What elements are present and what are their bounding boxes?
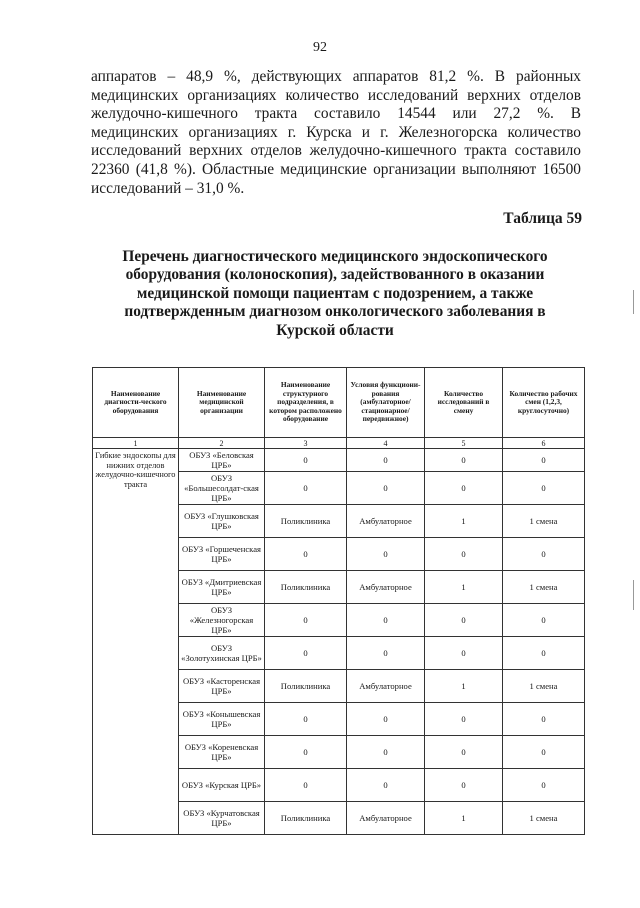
header-cell-equipment: Наименование диагности-ческого оборудования <box>93 368 179 438</box>
equipment-category-cell: Гибкие эндоскопы для нижних отделов желудочно-кишечного тракта <box>93 449 179 835</box>
conditions-cell: 0 <box>347 472 425 505</box>
column-number-row <box>93 438 585 449</box>
organization-cell: ОБУЗ «Железногорская ЦРБ» <box>179 604 265 637</box>
count-cell: 1 <box>425 670 503 703</box>
conditions-cell: 0 <box>347 736 425 769</box>
header-row <box>93 368 585 438</box>
column-number: 3 <box>265 438 347 449</box>
count-cell: 0 <box>425 637 503 670</box>
column-number: 1 <box>93 438 179 449</box>
division-cell: 0 <box>265 472 347 505</box>
table-row <box>93 449 585 472</box>
count-cell: 0 <box>425 769 503 802</box>
count-cell: 0 <box>425 736 503 769</box>
table-label: Таблица 59 <box>503 210 582 227</box>
organization-cell: ОБУЗ «Курская ЦРБ» <box>179 769 265 802</box>
shifts-cell: 1 смена <box>503 505 585 538</box>
conditions-cell: Амбулаторное <box>347 571 425 604</box>
header-cell-conditions: Условия функциони-рования (амбулаторное/ стационарное/ передвижное) <box>347 368 425 438</box>
shifts-cell: 0 <box>503 703 585 736</box>
column-number: 6 <box>503 438 585 449</box>
organization-cell: ОБУЗ «Касторенская ЦРБ» <box>179 670 265 703</box>
header-cell-count: Количество исследований в смену <box>425 368 503 438</box>
table-title: Перечень диагностического медицинского эндоскопического оборудования (колоноскопия), задействованного в оказании медицинской помощи пациентам с подозрением, а также подтвержденным диагнозом онкологического заболевания в Курской области <box>122 248 548 339</box>
conditions-cell: 0 <box>347 637 425 670</box>
count-cell: 0 <box>425 538 503 571</box>
table-container <box>92 367 584 835</box>
page-number: 92 <box>313 40 327 55</box>
division-cell: 0 <box>265 449 347 472</box>
organization-cell: ОБУЗ «Горшеченская ЦРБ» <box>179 538 265 571</box>
division-cell: 0 <box>265 538 347 571</box>
column-number: 2 <box>179 438 265 449</box>
conditions-cell: Амбулаторное <box>347 505 425 538</box>
shifts-cell: 1 смена <box>503 670 585 703</box>
conditions-cell: Амбулаторное <box>347 802 425 835</box>
division-cell: 0 <box>265 604 347 637</box>
shifts-cell: 0 <box>503 736 585 769</box>
header-cell-division: Наименование структурного подразделения, в котором расположено оборудование <box>265 368 347 438</box>
shifts-cell: 0 <box>503 538 585 571</box>
header-cell-organization: Наименование медицинской организации <box>179 368 265 438</box>
conditions-cell: Амбулаторное <box>347 670 425 703</box>
conditions-cell: 0 <box>347 538 425 571</box>
column-number: 5 <box>425 438 503 449</box>
organization-cell: ОБУЗ «Конышевская ЦРБ» <box>179 703 265 736</box>
organization-cell: ОБУЗ «Беловская ЦРБ» <box>179 449 265 472</box>
count-cell: 0 <box>425 703 503 736</box>
shifts-cell: 1 смена <box>503 802 585 835</box>
organization-cell: ОБУЗ «Большесолдат-ская ЦРБ» <box>179 472 265 505</box>
organization-cell: ОБУЗ «Глушковская ЦРБ» <box>179 505 265 538</box>
division-cell: 0 <box>265 736 347 769</box>
division-cell: 0 <box>265 637 347 670</box>
conditions-cell: 0 <box>347 703 425 736</box>
division-cell: Поликлиника <box>265 802 347 835</box>
shifts-cell: 0 <box>503 637 585 670</box>
count-cell: 0 <box>425 449 503 472</box>
organization-cell: ОБУЗ «Золотухинская ЦРБ» <box>179 637 265 670</box>
division-cell: 0 <box>265 769 347 802</box>
count-cell: 1 <box>425 802 503 835</box>
division-cell: Поликлиника <box>265 505 347 538</box>
header-cell-shifts: Количество рабочих смен (1,2,3, круглосуточно) <box>503 368 585 438</box>
count-cell: 1 <box>425 505 503 538</box>
conditions-cell: 0 <box>347 769 425 802</box>
organization-cell: ОБУЗ «Дмитриевская ЦРБ» <box>179 571 265 604</box>
scan-edge-mark <box>633 580 634 610</box>
shifts-cell: 0 <box>503 604 585 637</box>
shifts-cell: 0 <box>503 769 585 802</box>
shifts-cell: 0 <box>503 472 585 505</box>
count-cell: 0 <box>425 472 503 505</box>
division-cell: Поликлиника <box>265 670 347 703</box>
shifts-cell: 1 смена <box>503 571 585 604</box>
shifts-cell: 0 <box>503 449 585 472</box>
organization-cell: ОБУЗ «Кореневская ЦРБ» <box>179 736 265 769</box>
conditions-cell: 0 <box>347 604 425 637</box>
organization-cell: ОБУЗ «Курчатовская ЦРБ» <box>179 802 265 835</box>
body-paragraph: аппаратов – 48,9 %, действующих аппаратов 81,2 %. В районных медицинских организациях количество исследований верхних отделов желудочно-кишечного тракта составило 14544 или 27,2 %. В медицинских организациях г. Курска и г. Железногорска количество исследований верхних отделов желудочно-кишечного тракта составило 22360 (41,8 %). Областные медицинские организации выполняют 16500 исследований – 31,0 %. <box>91 68 581 197</box>
count-cell: 0 <box>425 604 503 637</box>
scan-edge-mark <box>633 290 634 314</box>
count-cell: 1 <box>425 571 503 604</box>
equipment-table <box>92 367 585 835</box>
division-cell: Поликлиника <box>265 571 347 604</box>
conditions-cell: 0 <box>347 449 425 472</box>
division-cell: 0 <box>265 703 347 736</box>
column-number: 4 <box>347 438 425 449</box>
